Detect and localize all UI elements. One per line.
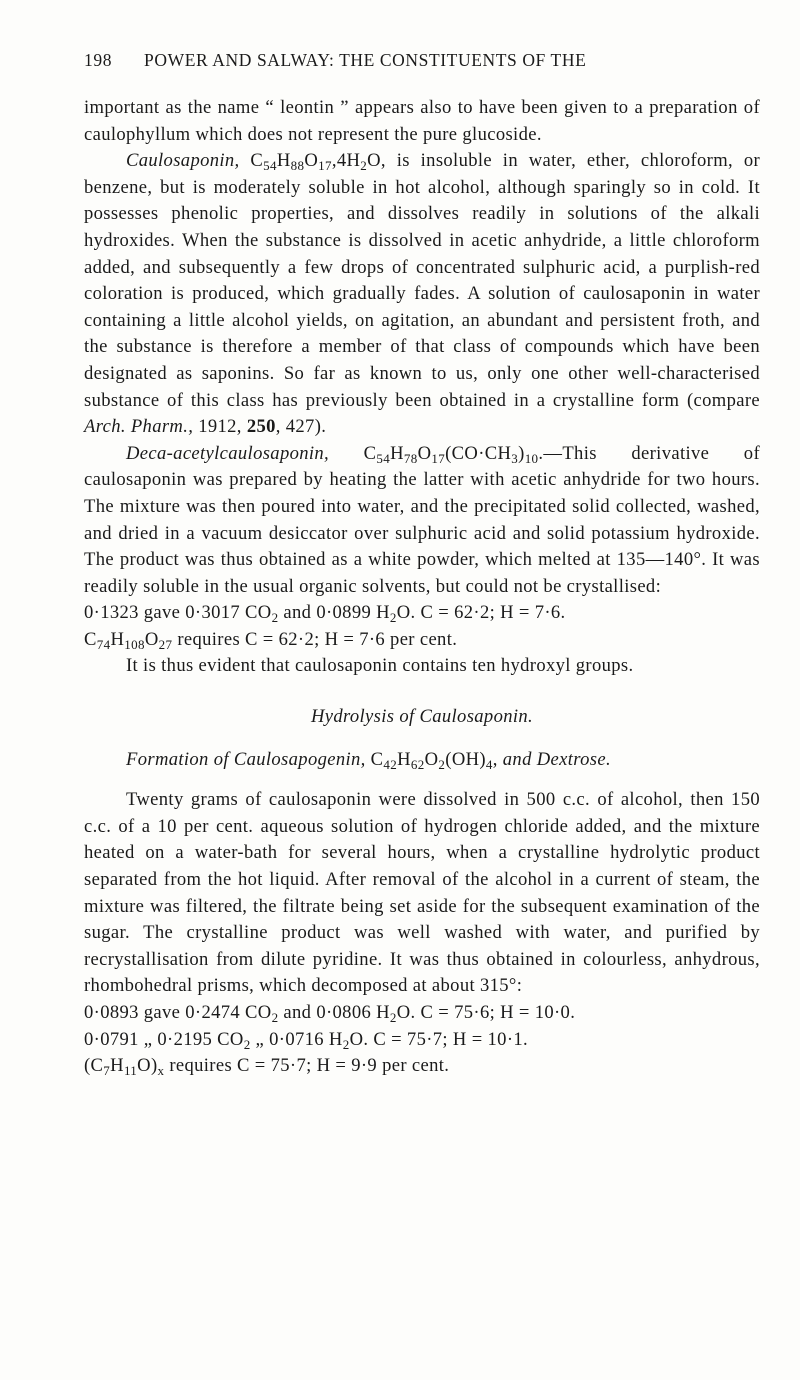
- running-header: [84, 50, 760, 71]
- page-body: [84, 95, 760, 1080]
- analysis-line: 0·0893 gave 0·2474 $CO_2$ and 0·0806 $H_2O$. C = 75·6; H = 10·0.: [84, 1002, 576, 1025]
- paragraph-hydroxyl-conclusion: It is thus evident that caulosaponin contains ten hydroxyl groups.: [126, 655, 634, 677]
- formula-deca-acetyl: $C_{54}H_{78}O_{17}(CO\cdot CH_3)_{10}$.: [363, 442, 544, 466]
- formula-caulosapogenin: $C_{42}H_{62}O_2(OH)_4$,: [370, 748, 498, 772]
- reference-volume: 250: [246, 416, 276, 438]
- subsection-heading: [84, 747, 760, 774]
- analysis-requires-line: $(C_7H_{11}O)_x$ requires C = 75·7; H = 9·9 per cent.: [84, 1055, 450, 1079]
- subheading-lead: Formation of Caulosapogenin,: [126, 748, 366, 770]
- reference-page: , 427).: [275, 416, 327, 438]
- formula-caulosaponin: $C_{54}H_{88}O_{17},4H_2O$,: [250, 150, 386, 174]
- analysis-line: 0·0791 „ 0·2195 $CO_2$ „ 0·0716 $H_2O$. C = 75·7; H = 10·1.: [84, 1028, 529, 1052]
- paragraph-hydrolysis: Twenty grams of caulosaponin were dissolved in 500 c.c. of alcohol, then 150 c.c. of a 10 per cent. aqueous solution of hydrogen chloride added, and the mixture heated on a water-bath for several hours, when a crystalline hydrolytic product separated from the hot liquid. After removal of the alcohol in a current of steam, the mixture was filtered, the filtrate being set aside for the subsequent examination of the sugar. The crystalline product was well washed with water, and purified by recrystallisation from dilute pyridine. It was thus obtained in colourless, anhydrous, rhombohedral prisms, which decomposed at about 315°:: [84, 789, 760, 997]
- paragraph-deca-acetyl: [84, 441, 760, 601]
- deca-acetyl-description: —This derivative of caulosaponin was prepared by heating the latter with acetic anhydride for two hours. The mixture was then poured into water, and the precipitated solid collected, washed, and dried in a vacuum desiccator over sulphuric acid and solid potassium hydroxide. The product was thus obtained as a white powder, which melted at 135—140°. It was readily soluble in the usual organic solvents, but could not be crystallised:: [84, 442, 760, 597]
- reference-journal: Arch. Pharm.,: [84, 416, 194, 438]
- page-number: 198: [84, 50, 113, 70]
- compound-name-caulosaponin: Caulosaponin,: [126, 150, 240, 172]
- analysis-requires-line: $C_{74}H_{108}O_{27}$ requires C = 62·2; H = 7·6 per cent.: [84, 628, 458, 652]
- paragraph-caulosaponin: [84, 148, 760, 441]
- subheading-tail: and Dextrose.: [502, 748, 611, 770]
- running-title: POWER AND SALWAY: THE CONSTITUENTS OF THE: [144, 50, 587, 70]
- paragraph-leontin: important as the name “ leontin ” appears also to have been given to a preparation of caulophyllum which does not represent the pure glucoside.: [84, 97, 760, 145]
- reference-year: 1912,: [193, 416, 247, 438]
- analysis-line: 0·1323 gave 0·3017 $CO_2$ and 0·0899 $H_2O$. C = 62·2; H = 7·6.: [84, 602, 566, 626]
- section-heading: Hydrolysis of Caulosaponin.: [310, 706, 534, 728]
- compound-name-deca-acetyl: Deca-acetylcaulosaponin,: [126, 442, 330, 464]
- caulosaponin-description: is insoluble in water, ether, chloroform, or benzene, but is moderately soluble in hot alcohol, although sparingly so in cold. It possesses phenolic properties, and dissolves readily in solutions of the alkali hydroxides. When the substance is dissolved in acetic anhydride, a little chloroform added, and subsequently a few drops of concentrated sulphuric acid, a purplish-red coloration is produced, which gradually fades. A solution of caulosaponin in water containing a little alcohol yields, on agitation, an abundant and persistent froth, and the substance is therefore a member of that class of compounds which have been designated as saponins. So far as known to us, only one other well-characterised substance of this class has previously been obtained in a crystalline form (compare: [84, 150, 761, 411]
